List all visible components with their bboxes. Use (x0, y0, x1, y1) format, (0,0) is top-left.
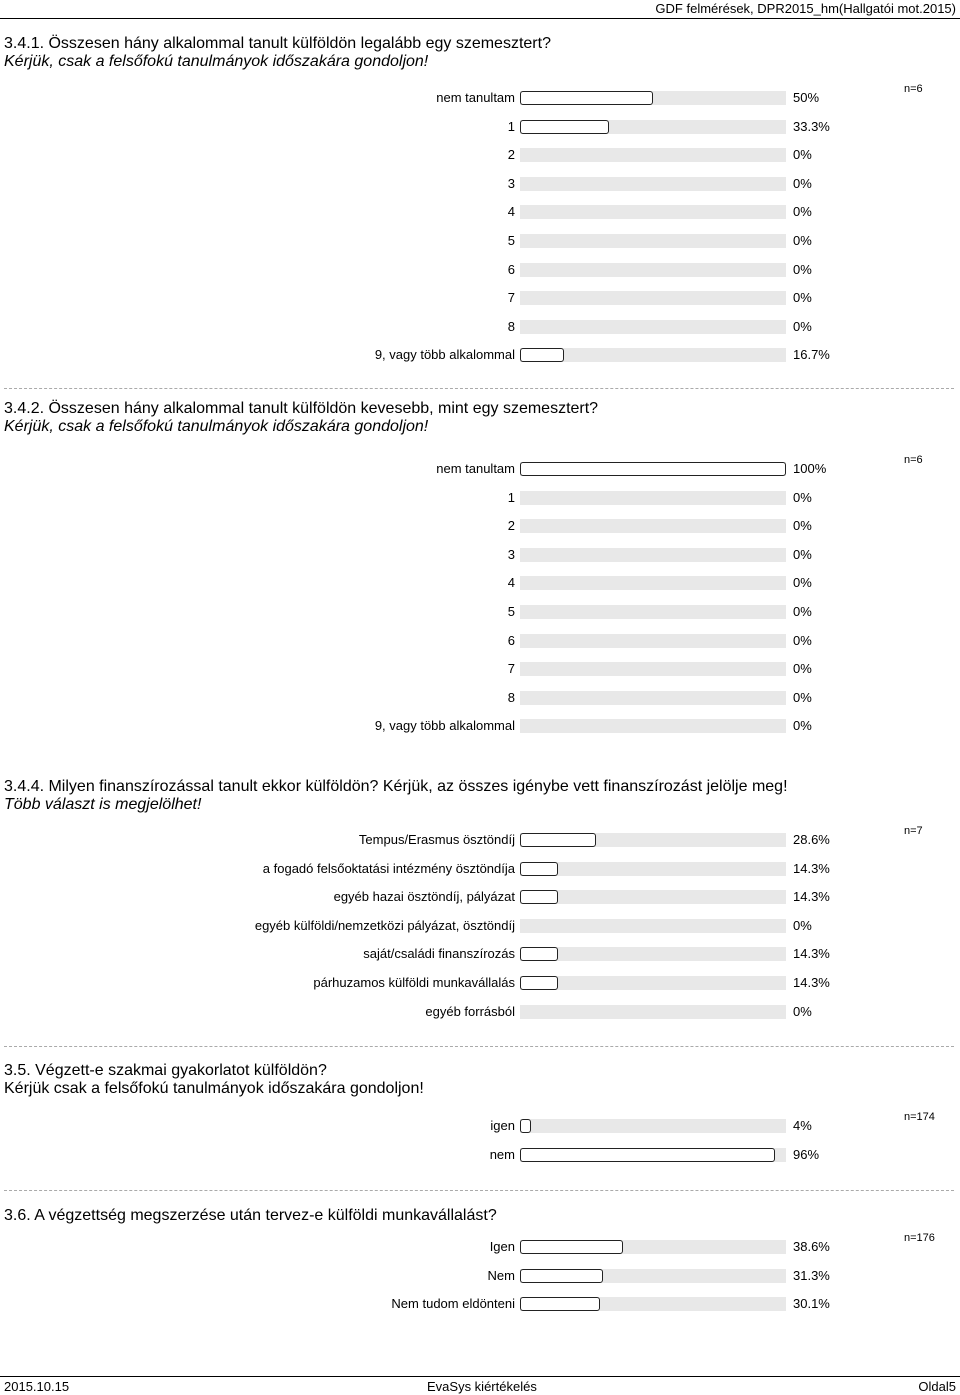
answer-label: 8 (507, 689, 515, 705)
percentage-bar (520, 1240, 623, 1254)
answer-row (0, 317, 960, 337)
answer-row (0, 345, 960, 365)
answer-row (0, 145, 960, 165)
question-subtitle: Kérjük csak a felsőfokú tanulmányok időszakára gondoljon! (4, 1080, 424, 1097)
bar-track (520, 634, 786, 648)
answer-row (0, 459, 960, 479)
answer-row (0, 117, 960, 137)
answer-row (0, 602, 960, 622)
bar-track (520, 691, 786, 705)
answer-label: 2 (507, 147, 515, 163)
answer-label: 5 (507, 233, 515, 248)
answer-percentage: 0% (793, 546, 812, 562)
answer-label: 8 (507, 318, 515, 334)
question-title: 3.6. A végzettség megszerzése után tervez-e külföldi munkavállalást? (4, 1207, 497, 1224)
answer-row (0, 1294, 960, 1314)
question-block (4, 35, 944, 71)
answer-percentage: 0% (793, 489, 812, 505)
answer-row (0, 688, 960, 708)
bar-track (520, 291, 786, 305)
answer-row (0, 631, 960, 651)
bar-track (520, 177, 786, 191)
answer-label: a fogadó felsőoktatási intézmény ösztöndíja (262, 860, 515, 876)
answer-label: Nem tudom eldönteni (391, 1296, 515, 1312)
percentage-bar (520, 976, 558, 990)
sample-size-label: n=6 (904, 83, 923, 95)
answer-row (0, 545, 960, 565)
bar-track (520, 348, 786, 362)
answer-percentage: 38.6% (793, 1239, 830, 1254)
percentage-bar (520, 1297, 600, 1311)
bar-track (520, 148, 786, 162)
answer-row (0, 516, 960, 536)
answer-label: igen (490, 1118, 515, 1133)
answer-label: 3 (507, 546, 515, 562)
percentage-bar (520, 833, 596, 847)
bar-track (520, 519, 786, 533)
bar-track (520, 862, 786, 876)
footer-divider (0, 1376, 960, 1377)
bar-track (520, 719, 786, 733)
answer-label: nem tanultam (436, 461, 515, 476)
question-block (4, 1207, 944, 1225)
answer-percentage: 0% (793, 204, 812, 220)
answer-percentage: 0% (793, 632, 812, 648)
bar-track (520, 1148, 786, 1162)
footer-date: 2015.10.15 (4, 1379, 70, 1394)
percentage-bar (520, 348, 564, 362)
question-title: 3.4.2. Összesen hány alkalommal tanult külföldön kevesebb, mint egy szemesztert? (4, 400, 599, 417)
bar-track (520, 662, 786, 676)
answer-percentage: 0% (793, 175, 812, 191)
answer-row (0, 1116, 960, 1136)
bar-track (520, 120, 786, 134)
answer-row (0, 973, 960, 993)
answer-percentage: 0% (793, 1003, 812, 1019)
question-title: 3.4.4. Milyen finanszírozással tanult ekkor külföldön? Kérjük, az összes igénybe vett finanszírozást jelölje meg! (4, 778, 788, 795)
question-title: 3.4.1. Összesen hány alkalommal tanult külföldön legalább egy szemesztert? (4, 35, 551, 52)
footer-page-number: Oldal5 (918, 1379, 956, 1394)
answer-label: 4 (507, 575, 515, 591)
answer-label: egyéb hazai ösztöndíj, pályázat (333, 889, 515, 905)
answer-percentage: 0% (793, 917, 812, 933)
bar-track (520, 91, 786, 105)
answer-row (0, 573, 960, 593)
answer-percentage: 0% (793, 575, 812, 591)
bar-track (520, 462, 786, 476)
answer-label: 6 (507, 632, 515, 648)
answer-percentage: 0% (793, 147, 812, 163)
section-separator (4, 388, 954, 389)
answer-label: 7 (507, 661, 515, 677)
answer-percentage: 0% (793, 661, 812, 677)
answer-label: 1 (507, 118, 515, 134)
answer-label: 1 (507, 489, 515, 505)
answer-percentage: 31.3% (793, 1267, 830, 1283)
answer-percentage: 0% (793, 518, 812, 534)
percentage-bar (520, 1119, 531, 1133)
bar-track (520, 1005, 786, 1019)
bar-track (520, 605, 786, 619)
answer-label: 9, vagy több alkalommal (374, 718, 515, 734)
answer-row (0, 88, 960, 108)
bar-track (520, 263, 786, 277)
bar-track (520, 548, 786, 562)
section-separator (4, 1190, 954, 1191)
answer-row (0, 944, 960, 964)
bar-track (520, 576, 786, 590)
sample-size-label: n=6 (904, 454, 923, 466)
answer-label: 7 (507, 290, 515, 306)
answer-percentage: 16.7% (793, 347, 830, 363)
answer-label: nem tanultam (436, 90, 515, 105)
answer-label: egyéb külföldi/nemzetközi pályázat, ösztöndíj (254, 917, 515, 933)
answer-row (0, 1002, 960, 1022)
answer-percentage: 4% (793, 1118, 812, 1133)
answer-label: 2 (507, 518, 515, 534)
sample-size-label: n=174 (904, 1111, 935, 1123)
question-block (4, 778, 944, 814)
answer-label: Nem (487, 1267, 515, 1283)
answer-percentage: 100% (793, 461, 827, 476)
answer-label: 6 (507, 261, 515, 277)
answer-label: Igen (489, 1239, 515, 1254)
percentage-bar (520, 947, 558, 961)
answer-row (0, 916, 960, 936)
bar-track (520, 205, 786, 219)
answer-percentage: 0% (793, 318, 812, 334)
sample-size-label: n=7 (904, 825, 923, 837)
answer-label: saját/családi finanszírozás (363, 946, 515, 962)
bar-track (520, 1297, 786, 1311)
answer-label: 5 (507, 604, 515, 619)
answer-percentage: 0% (793, 290, 812, 306)
bar-track (520, 976, 786, 990)
answer-percentage: 0% (793, 689, 812, 705)
answer-row (0, 202, 960, 222)
answer-percentage: 50% (793, 90, 820, 105)
answer-row (0, 260, 960, 280)
percentage-bar (520, 862, 558, 876)
answer-percentage: 30.1% (793, 1296, 830, 1312)
question-title: 3.5. Végzett-e szakmai gyakorlatot külföldön? (4, 1062, 327, 1079)
document-header-title: GDF felmérések, DPR2015_hm(Hallgatói mot.2015) (655, 1, 956, 16)
answer-label: 4 (507, 204, 515, 220)
answer-label: 3 (507, 175, 515, 191)
bar-track (520, 919, 786, 933)
answer-percentage: 0% (793, 604, 812, 619)
answer-label: Tempus/Erasmus ösztöndíj (358, 832, 515, 847)
bar-track (520, 234, 786, 248)
question-subtitle: Több választ is megjelölhet! (4, 796, 202, 813)
answer-row (0, 288, 960, 308)
answer-row (0, 1145, 960, 1165)
answer-row (0, 1266, 960, 1286)
answer-row (0, 659, 960, 679)
bar-track (520, 1269, 786, 1283)
percentage-bar (520, 91, 653, 105)
question-block (4, 1062, 944, 1098)
percentage-bar (520, 890, 558, 904)
answer-percentage: 14.3% (793, 889, 830, 905)
answer-percentage: 28.6% (793, 832, 830, 847)
answer-percentage: 0% (793, 233, 812, 248)
percentage-bar (520, 1269, 603, 1283)
bar-track (520, 890, 786, 904)
answer-percentage: 14.3% (793, 860, 830, 876)
bar-track (520, 1119, 786, 1133)
answer-row (0, 488, 960, 508)
bar-track (520, 491, 786, 505)
answer-row (0, 830, 960, 850)
question-subtitle: Kérjük, csak a felsőfokú tanulmányok időszakára gondoljon! (4, 418, 429, 435)
percentage-bar (520, 120, 609, 134)
answer-percentage: 14.3% (793, 975, 830, 990)
answer-label: egyéb forrásból (425, 1003, 515, 1019)
footer-center-text: EvaSys kiértékelés (427, 1379, 537, 1394)
percentage-bar (520, 1148, 775, 1162)
answer-percentage: 0% (793, 718, 812, 734)
bar-track (520, 833, 786, 847)
answer-percentage: 96% (793, 1146, 820, 1162)
bar-track (520, 320, 786, 334)
answer-percentage: 14.3% (793, 946, 830, 962)
percentage-bar (520, 462, 786, 476)
bar-track (520, 947, 786, 961)
answer-label: párhuzamos külföldi munkavállalás (313, 975, 515, 990)
answer-label: nem (489, 1146, 515, 1162)
question-subtitle: Kérjük, csak a felsőfokú tanulmányok időszakára gondoljon! (4, 53, 429, 70)
answer-label: 9, vagy több alkalommal (374, 347, 515, 363)
bar-track (520, 1240, 786, 1254)
answer-percentage: 33.3% (793, 118, 830, 134)
answer-row (0, 859, 960, 879)
answer-row (0, 887, 960, 907)
answer-row (0, 716, 960, 736)
answer-row (0, 174, 960, 194)
header-divider (0, 18, 960, 19)
question-block (4, 400, 944, 436)
answer-percentage: 0% (793, 261, 812, 277)
sample-size-label: n=176 (904, 1232, 935, 1244)
answer-row (0, 1237, 960, 1257)
section-separator (4, 1046, 954, 1047)
answer-row (0, 231, 960, 251)
